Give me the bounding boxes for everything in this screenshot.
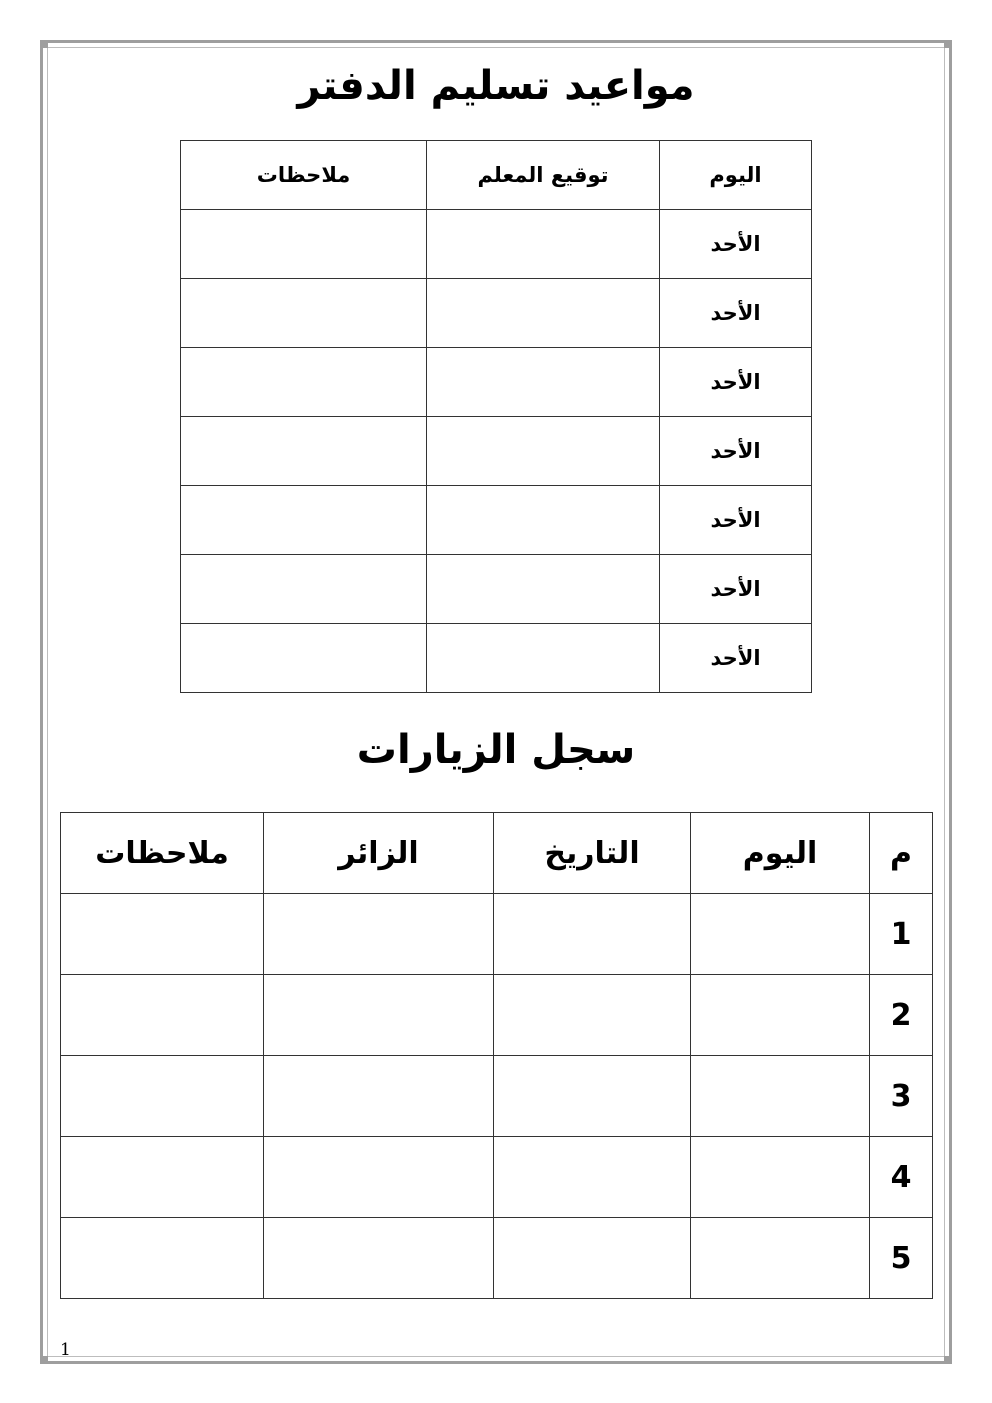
- schedule-header-row: [181, 141, 812, 210]
- table-row: [181, 348, 812, 417]
- border-corner: [40, 40, 48, 48]
- visits-visitor-cell[interactable]: [264, 894, 494, 975]
- table-row: [61, 975, 933, 1056]
- visits-date-cell[interactable]: [494, 1137, 691, 1218]
- visits-day-cell[interactable]: [691, 1056, 870, 1137]
- visits-notes-cell[interactable]: [61, 1056, 264, 1137]
- visits-header-number: م: [870, 813, 933, 894]
- border-corner: [40, 1356, 48, 1364]
- visits-notes-cell[interactable]: [61, 1218, 264, 1299]
- border-corner: [944, 1356, 952, 1364]
- schedule-notes-cell[interactable]: [181, 486, 427, 555]
- visits-header-notes: ملاحظات: [61, 813, 264, 894]
- visits-date-cell[interactable]: [494, 1056, 691, 1137]
- visits-number-cell: 3: [870, 1056, 933, 1137]
- table-row: [61, 1137, 933, 1218]
- schedule-signature-cell[interactable]: [427, 279, 660, 348]
- table-row: [181, 624, 812, 693]
- visits-date-cell[interactable]: [494, 975, 691, 1056]
- visits-number-cell: 4: [870, 1137, 933, 1218]
- page-number: 1: [60, 1340, 71, 1360]
- schedule-signature-cell[interactable]: [427, 210, 660, 279]
- border-corner: [944, 40, 952, 48]
- schedule-table: [180, 140, 812, 693]
- visits-number-cell: 5: [870, 1218, 933, 1299]
- visits-notes-cell[interactable]: [61, 975, 264, 1056]
- table-row: [181, 486, 812, 555]
- schedule-notes-cell[interactable]: [181, 348, 427, 417]
- visits-header-day: اليوم: [691, 813, 870, 894]
- schedule-header-signature: توقيع المعلم: [427, 141, 660, 210]
- schedule-day-cell: الأحد: [660, 279, 812, 348]
- schedule-day-cell: الأحد: [660, 417, 812, 486]
- table-row: [181, 279, 812, 348]
- visits-number-cell: 2: [870, 975, 933, 1056]
- visits-date-cell[interactable]: [494, 894, 691, 975]
- visits-table: [60, 812, 933, 1299]
- visits-header-visitor: الزائر: [264, 813, 494, 894]
- visits-header-row: [61, 813, 933, 894]
- table-row: [181, 210, 812, 279]
- schedule-notes-cell[interactable]: [181, 555, 427, 624]
- schedule-notes-cell[interactable]: [181, 417, 427, 486]
- schedule-signature-cell[interactable]: [427, 417, 660, 486]
- schedule-day-cell: الأحد: [660, 555, 812, 624]
- schedule-header-day: اليوم: [660, 141, 812, 210]
- visits-number-cell: 1: [870, 894, 933, 975]
- visits-visitor-cell[interactable]: [264, 1056, 494, 1137]
- table-row: [61, 1056, 933, 1137]
- schedule-header-notes: ملاحظات: [181, 141, 427, 210]
- visits-title: سجل الزيارات: [356, 727, 636, 773]
- table-row: [181, 555, 812, 624]
- schedule-signature-cell[interactable]: [427, 624, 660, 693]
- schedule-day-cell: الأحد: [660, 348, 812, 417]
- visits-visitor-cell[interactable]: [264, 975, 494, 1056]
- table-row: [61, 1218, 933, 1299]
- schedule-day-cell: الأحد: [660, 624, 812, 693]
- visits-day-cell[interactable]: [691, 1137, 870, 1218]
- table-row: [61, 894, 933, 975]
- schedule-notes-cell[interactable]: [181, 210, 427, 279]
- visits-day-cell[interactable]: [691, 1218, 870, 1299]
- visits-notes-cell[interactable]: [61, 1137, 264, 1218]
- schedule-notes-cell[interactable]: [181, 624, 427, 693]
- visits-visitor-cell[interactable]: [264, 1218, 494, 1299]
- schedule-title: مواعيد تسليم الدفتر: [297, 63, 695, 109]
- visits-visitor-cell[interactable]: [264, 1137, 494, 1218]
- visits-header-date: التاريخ: [494, 813, 691, 894]
- schedule-day-cell: الأحد: [660, 486, 812, 555]
- schedule-signature-cell[interactable]: [427, 486, 660, 555]
- visits-day-cell[interactable]: [691, 975, 870, 1056]
- table-row: [181, 417, 812, 486]
- visits-notes-cell[interactable]: [61, 894, 264, 975]
- schedule-signature-cell[interactable]: [427, 348, 660, 417]
- schedule-signature-cell[interactable]: [427, 555, 660, 624]
- visits-date-cell[interactable]: [494, 1218, 691, 1299]
- schedule-notes-cell[interactable]: [181, 279, 427, 348]
- visits-day-cell[interactable]: [691, 894, 870, 975]
- schedule-day-cell: الأحد: [660, 210, 812, 279]
